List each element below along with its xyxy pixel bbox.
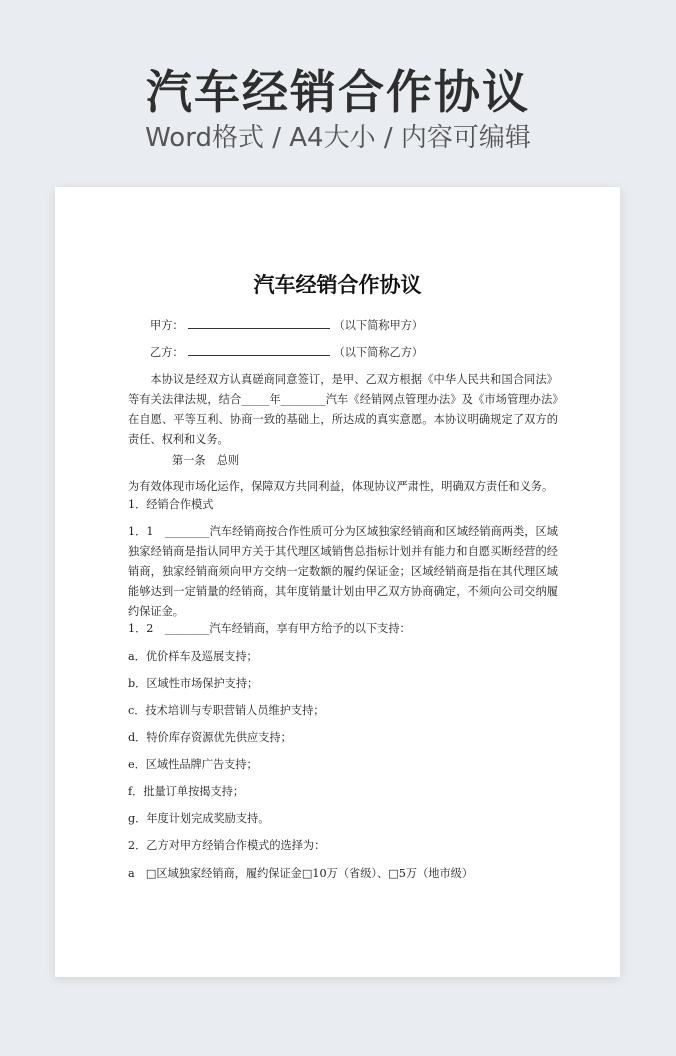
support-item: g．年度计划完成奖励支持。 (128, 812, 270, 825)
support-item: d．特价库存资源优先供应支持； (128, 731, 292, 744)
support-item: b．区域性市场保护支持； (128, 677, 259, 690)
support-item: f．批量订单按揭支持； (128, 785, 245, 798)
article1-heading: 第一条 总则 (172, 454, 240, 467)
banner-subtitle: Word格式 / A4大小 / 内容可编辑 (145, 123, 531, 153)
option-a: a □区域独家经销商，履约保证金□10万（省级）、□5万（地市级） (128, 867, 474, 880)
clause-1-2: 1．2 ________汽车经销商，享有甲方给予的以下支持： (128, 622, 411, 635)
section2-title: 2．乙方对甲方经销合作模式的选择为： (128, 839, 326, 852)
party-a-line (150, 315, 423, 336)
support-item: a．优价样车及巡展支持； (128, 650, 258, 663)
clause-1-1: 1．1 ________汽车经销商按合作性质可分为区域独家经销商和区域经销商两类，区域独家经销商是指认同甲方关于其代理区域销售总指标计划并有能力和自愿买断经营的经销商，独家经销商须向甲方交纳一定数额的履约保证金；区域经销商是指在其代理区域能够达到一定销量的经销商，其年度销量计划由甲乙双方协商确定，不须向公司交纳履约保证金。 (128, 525, 558, 618)
party-a-note: （以下简称甲方） (333, 319, 424, 332)
document-page (55, 187, 620, 977)
section1-title: 1．经销合作模式 (128, 498, 214, 511)
article1-text: 为有效体现市场化运作，保障双方共同利益，体现协议严肃性，明确双方责任和义务。 (128, 480, 554, 493)
party-b-label: 乙方： (150, 346, 184, 359)
party-b-note: （以下简称乙方） (333, 346, 424, 359)
party-b-line (150, 342, 423, 363)
party-b-blank[interactable] (188, 342, 330, 356)
intro-paragraph: 本协议是经双方认真磋商同意签订，是甲、乙双方根据《中华人民共和国合同法》等有关法律法规，结合_____年________汽车《经销网点管理办法》及《市场管理办法》在自愿、平等互利、协商一致的基础上，所达成的真实意愿。本协议明确规定了双方的责任、权利和义务。 (128, 373, 558, 446)
banner-title: 汽车经销合作协议 (146, 65, 530, 119)
party-a-blank[interactable] (188, 315, 330, 329)
support-item: e．区域性品牌广告支持； (128, 758, 258, 771)
party-a-label: 甲方： (150, 319, 184, 332)
document-title: 汽车经销合作协议 (253, 273, 422, 297)
support-item: c．技术培训与专职营销人员维护支持； (128, 704, 325, 717)
